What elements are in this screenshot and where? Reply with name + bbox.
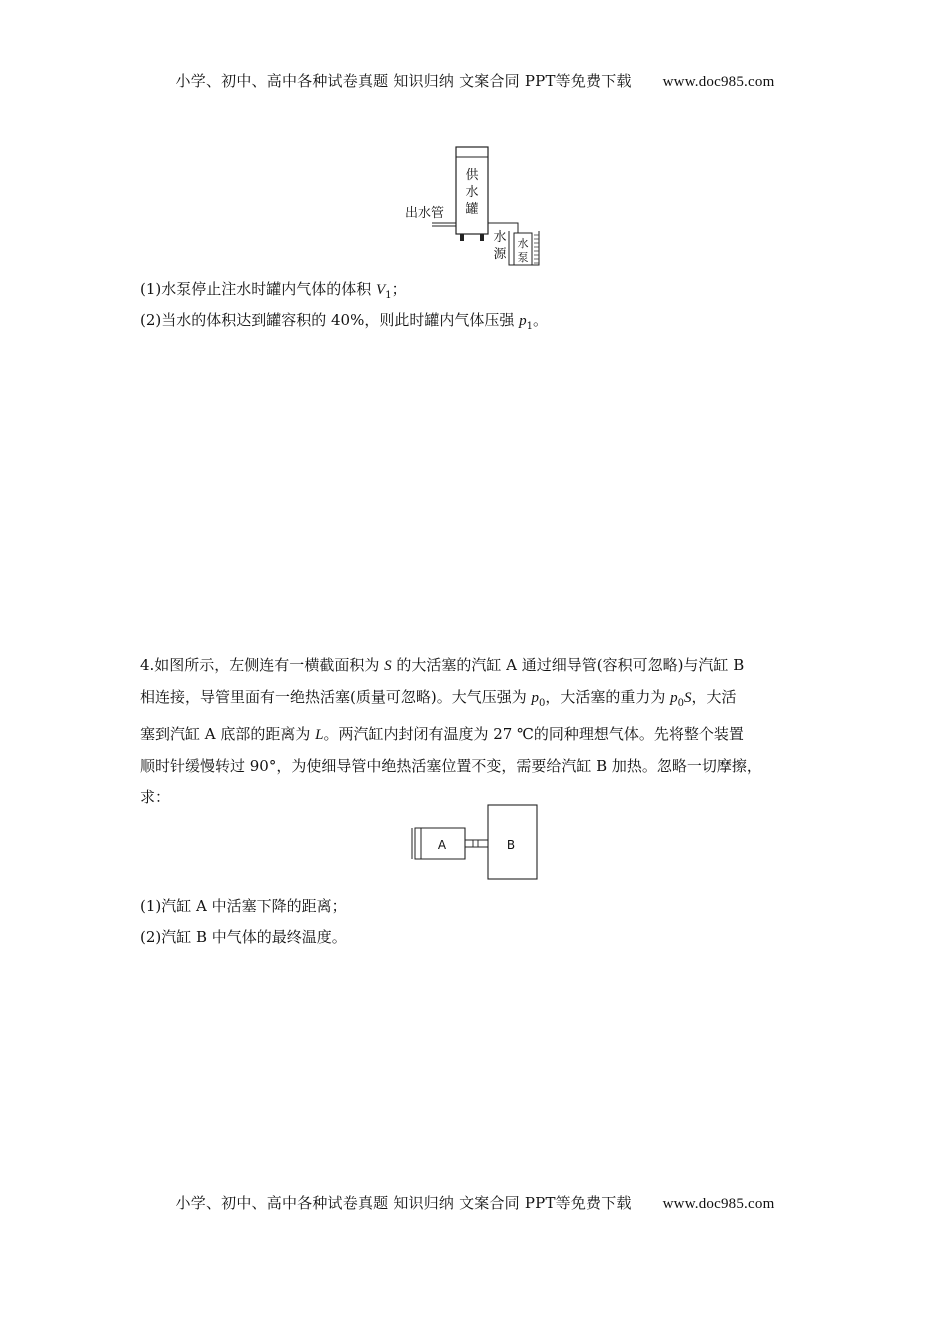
tank-leg-right [480, 234, 484, 241]
large-piston [415, 828, 421, 859]
outlet-label: 出水管 [405, 206, 445, 221]
insulating-piston [473, 840, 478, 847]
pump-label-2: 泵 [517, 251, 529, 264]
tank-label-2: 水 [465, 185, 479, 200]
page-footer [0, 1192, 950, 1213]
source-hatching [534, 235, 539, 263]
tank-leg-left [460, 234, 464, 241]
q4-line-5: 求： [140, 788, 171, 806]
header-url: www.doc985.com [662, 74, 775, 90]
q3-sub1: (1)水泵停止注水时罐内气体的体积 $V_1$； [140, 280, 407, 301]
q4-sub1: (1)汽缸 A 中活塞下降的距离； [140, 897, 347, 915]
water-tank-diagram [400, 145, 545, 270]
q4-sub2: (2)汽缸 B 中气体的最终温度。 [140, 928, 347, 946]
pump-label-1: 水 [517, 237, 529, 250]
footer-url: www.doc985.com [662, 1196, 775, 1212]
q4-line-3: 塞到汽缸 A 底部的距离为 L。两汽缸内封闭有温度为 27 ℃的同种理想气体。先将整个装置 [140, 725, 744, 743]
tank-label-3: 罐 [465, 202, 479, 217]
q3-sub2: (2)当水的体积达到罐容积的 40%，则此时罐内气体压强 $p_1$。 [140, 311, 549, 332]
source-label-1: 水 [493, 230, 507, 245]
footer-text: 小学、初中、高中各种试卷真题 知识归纳 文案合同 PPT等免费下载 [175, 1194, 632, 1212]
q4-stem [140, 650, 830, 813]
label-a: A [437, 838, 447, 852]
q4-line-2: 相连接，导管里面有一绝热活塞(质量可忽略)。大气压强为 $p_0$，大活塞的重力为 $p_0S$，大活 [140, 688, 737, 709]
tank-label-1: 供 [465, 168, 479, 183]
source-label-2: 源 [493, 247, 507, 262]
page-header [0, 70, 950, 91]
cylinders-diagram [408, 800, 543, 885]
header-text: 小学、初中、高中各种试卷真题 知识归纳 文案合同 PPT等免费下载 [175, 72, 632, 90]
q4-line-4: 顺时针缓慢转过 90°，为使细导管中绝热活塞位置不变，需要给汽缸 B 加热。忽略一切摩擦， [140, 757, 762, 775]
q4-line-1: 4.如图所示，左侧连有一横截面积为 S 的大活塞的汽缸 A 通过细导管(容积可忽略)与汽缸 B [140, 656, 745, 674]
label-b: B [506, 838, 516, 852]
